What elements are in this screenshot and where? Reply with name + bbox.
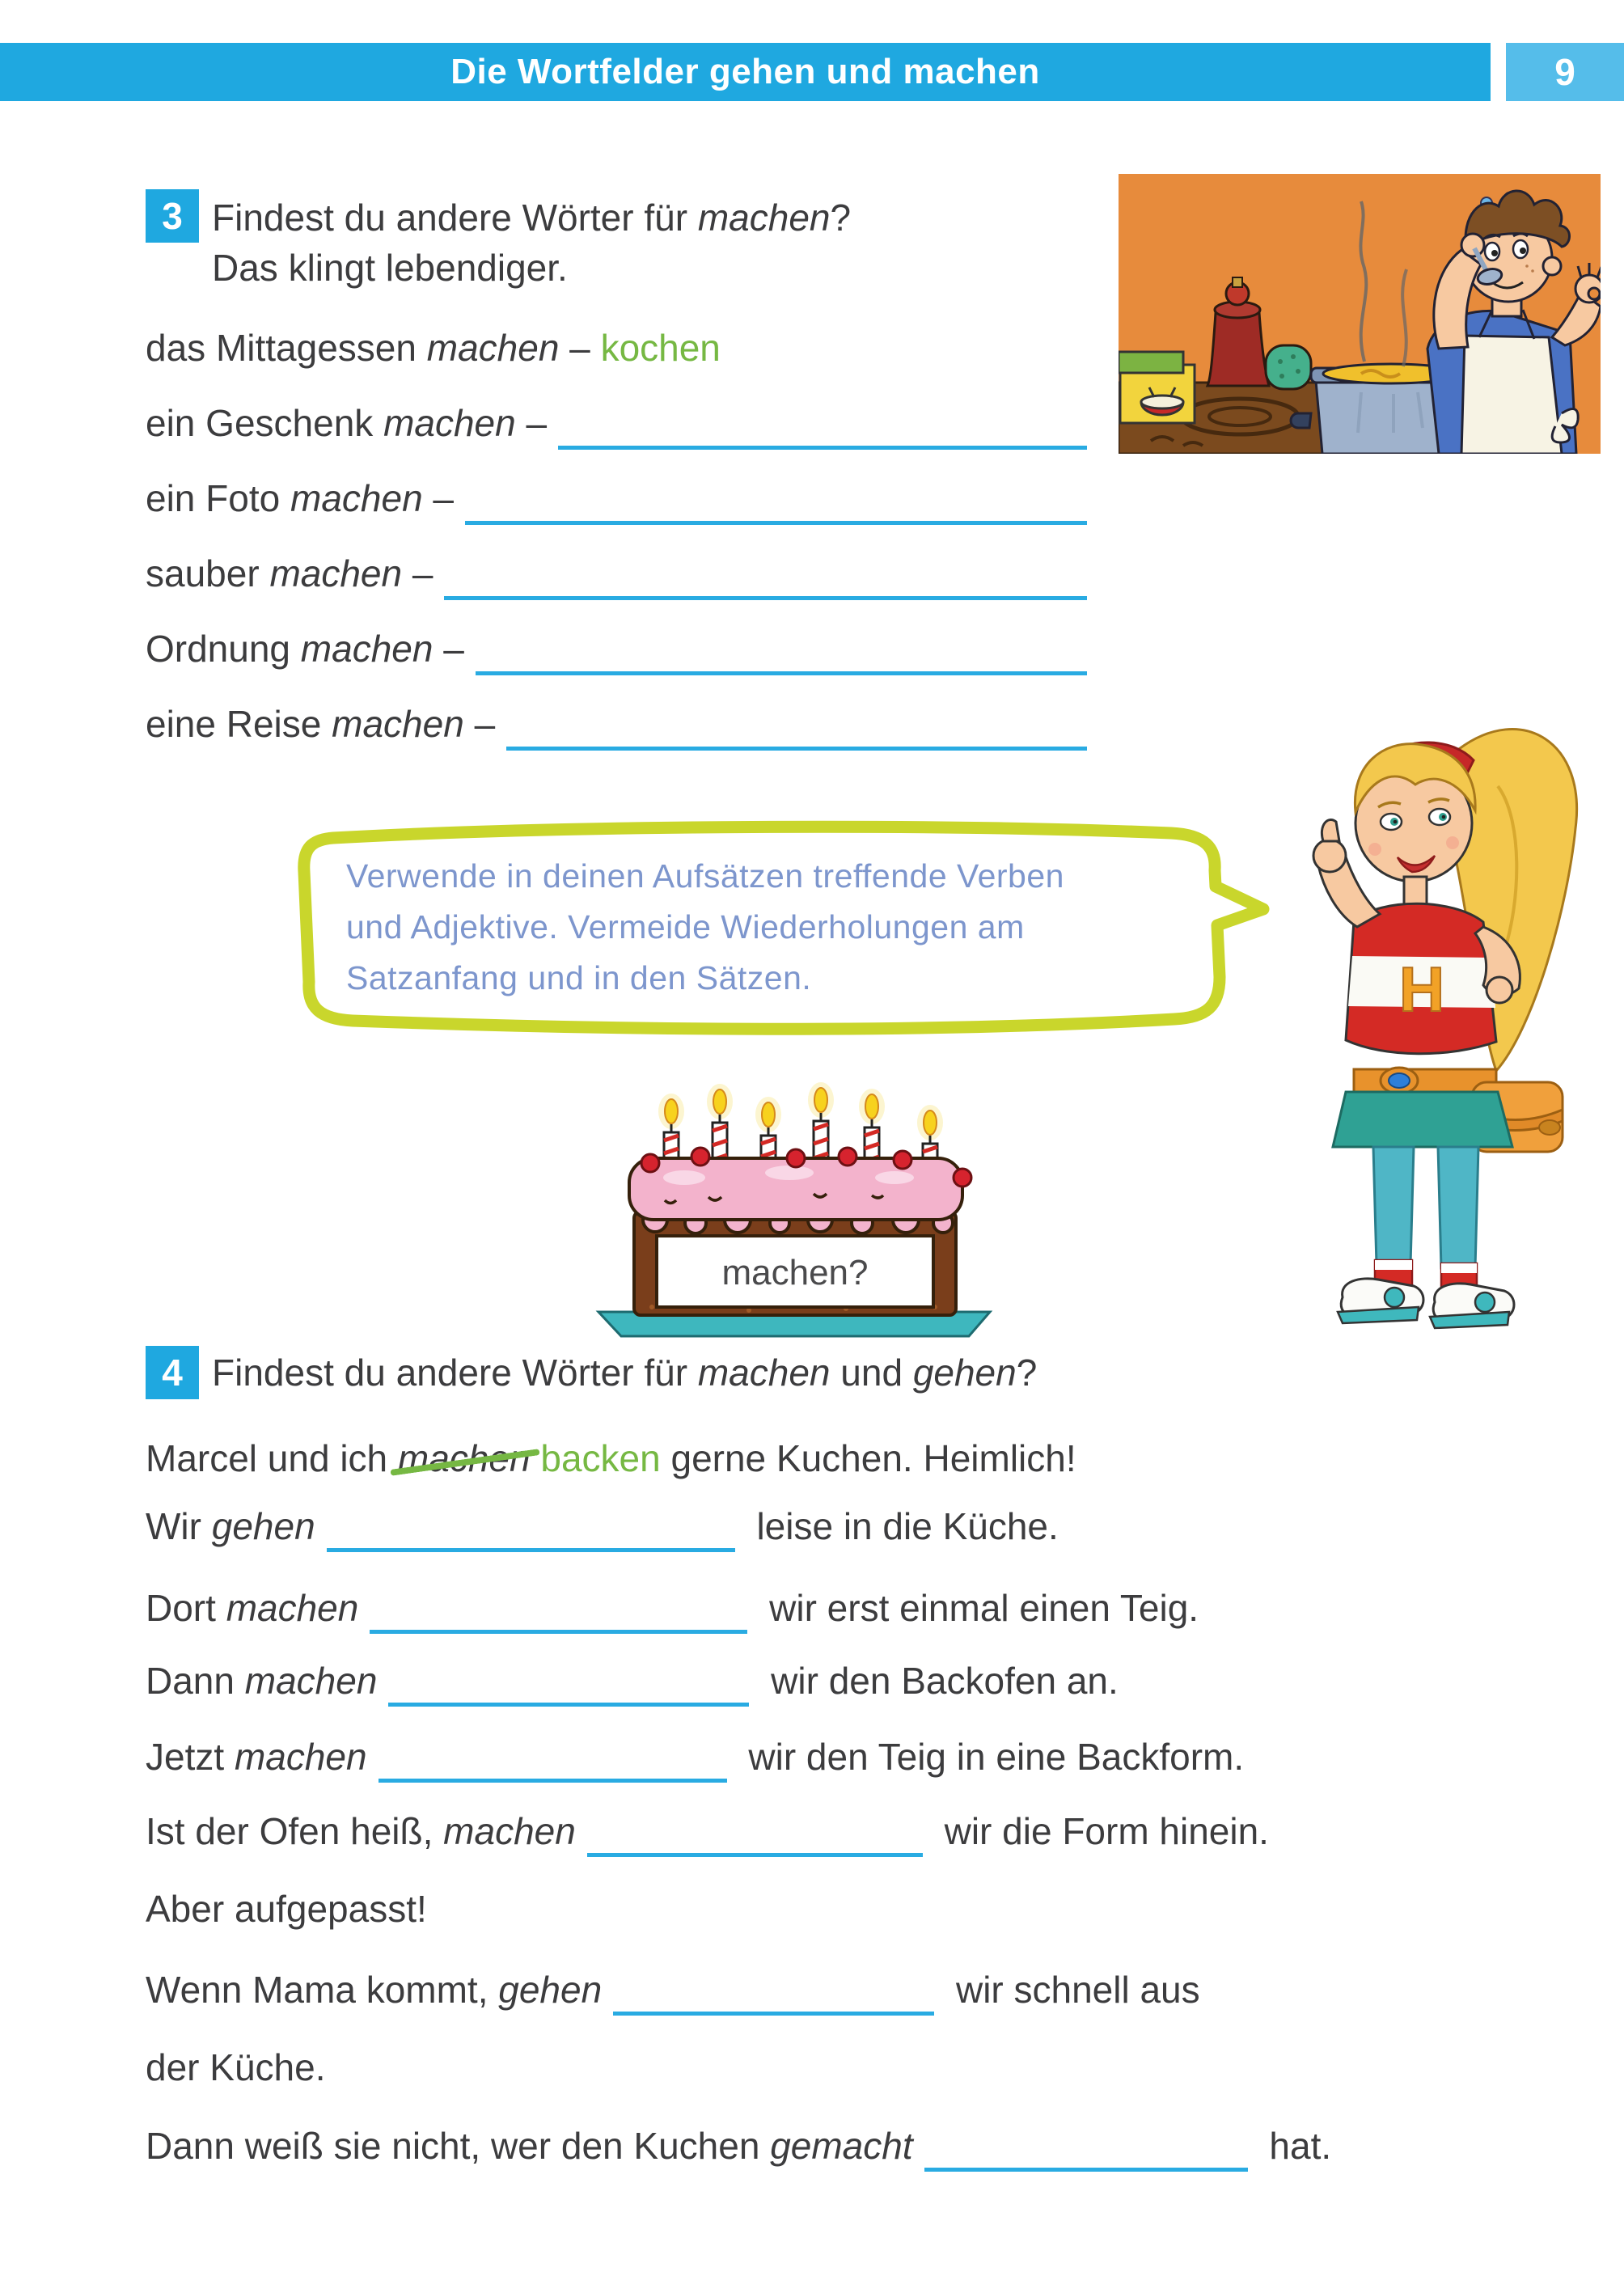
girl-icon xyxy=(1255,689,1611,1332)
answer-kochen: kochen xyxy=(600,327,721,369)
answer-blank[interactable] xyxy=(444,595,1087,600)
ex4-row-dort: Dort machen wir erst einmal einen Teig. xyxy=(146,1583,1593,1633)
ex3-row-geschenk: ein Geschenk machen – xyxy=(146,398,1087,448)
exercise-4-title: Findest du andere Wörter für machen und gehen? xyxy=(212,1352,1038,1394)
ex4-row-jetzt: Jetzt machen wir den Teig in eine Backform. xyxy=(146,1732,1593,1782)
answer-blank[interactable] xyxy=(370,1629,747,1634)
ex4-row-wir-gehen: Wir gehen leise in die Küche. xyxy=(146,1501,1593,1551)
cake-label: machen? xyxy=(721,1253,869,1292)
ex3-row-reise: eine Reise machen – xyxy=(146,699,1087,749)
exercise-4-badge: 4 xyxy=(146,1346,199,1399)
answer-blank[interactable] xyxy=(587,1852,923,1857)
answer-blank[interactable] xyxy=(506,746,1087,751)
exercise-3-title-line2: Das klingt lebendiger. xyxy=(212,247,568,289)
girl-shirt-letter: H xyxy=(1398,954,1445,1025)
answer-blank[interactable] xyxy=(388,1702,749,1707)
answer-backen: backen xyxy=(530,1437,661,1479)
ex4-row-kueche: der Küche. xyxy=(146,2046,326,2088)
exercise-3-badge: 3 xyxy=(146,189,199,243)
girl-thumbs-up-illustration xyxy=(1255,689,1611,1336)
ex4-row-aufgepasst: Aber aufgepasst! xyxy=(146,1888,427,1930)
answer-blank[interactable] xyxy=(924,2167,1248,2172)
ex3-row-foto: ein Foto machen – xyxy=(146,473,1087,523)
ex4-row-ofen: Ist der Ofen heiß, machen wir die Form hinein. xyxy=(146,1806,1593,1856)
crossed-out-machen: machen xyxy=(398,1433,531,1483)
answer-blank[interactable] xyxy=(558,445,1087,450)
answer-blank[interactable] xyxy=(613,2011,934,2016)
ex4-row-mama: Wenn Mama kommt, gehen wir schnell aus xyxy=(146,1965,1593,2015)
birthday-cake-icon xyxy=(587,1068,1001,1341)
ex3-row-mittagessen: das Mittagessen machen – kochen xyxy=(146,327,721,369)
page-number-badge: 9 xyxy=(1506,43,1624,101)
boy-cooking-icon xyxy=(1119,174,1601,454)
ex4-row-dann: Dann machen wir den Backofen an. xyxy=(146,1656,1593,1706)
boy-cooking-illustration xyxy=(1119,174,1601,458)
page-header-bar xyxy=(0,43,1491,101)
exercise-3-title-line1: Findest du andere Wörter für machen? xyxy=(212,197,852,239)
tip-speech-bubble xyxy=(275,819,1270,1043)
answer-blank[interactable] xyxy=(379,1778,727,1783)
ex3-row-ordnung: Ordnung machen – xyxy=(146,624,1087,674)
cake-illustration xyxy=(587,1068,1001,1345)
ex3-row-sauber: sauber machen – xyxy=(146,548,1087,599)
tip-text: Verwende in deinen Aufsätzen treffende Verben und Adjektive. Vermeide Wiederholungen am Satzanfang und in den Sätzen. xyxy=(346,857,1064,996)
answer-blank[interactable] xyxy=(476,671,1087,675)
answer-blank[interactable] xyxy=(465,520,1087,525)
page-title: Die Wortfelder gehen und machen xyxy=(450,52,1040,91)
answer-blank[interactable] xyxy=(327,1547,735,1552)
ex4-row-gemacht: Dann weiß sie nicht, wer den Kuchen gemacht hat. xyxy=(146,2121,1593,2171)
ex4-row-marcel: Marcel und ich machen backen gerne Kuchen. Heimlich! xyxy=(146,1433,1593,1483)
